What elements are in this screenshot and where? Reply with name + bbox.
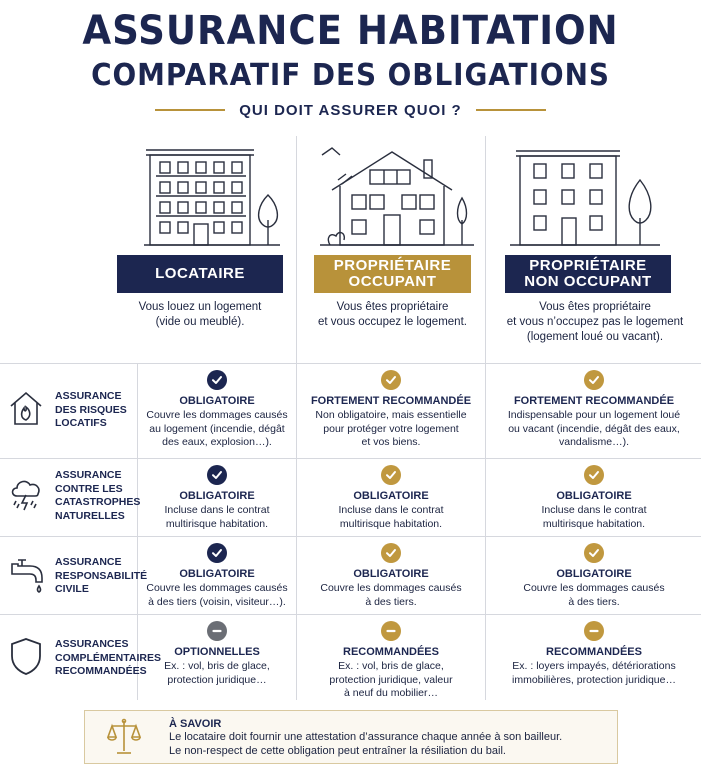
column-description: Vous êtes propriétaire et vous n’occupez pas le logement (logement loué ou vacant). bbox=[506, 301, 684, 343]
house-fire-icon bbox=[8, 388, 44, 428]
townhouse-icon bbox=[500, 140, 670, 250]
cell-description: Ex. : vol, bris de glace, protection juridique, valeur à neuf du mobilier… bbox=[329, 660, 453, 699]
apartment-building-icon bbox=[130, 140, 300, 250]
storm-cloud-icon bbox=[8, 474, 44, 514]
row-divider bbox=[0, 614, 701, 615]
column-description: Vous êtes propriétaire et vous occupez le logement. bbox=[318, 301, 467, 328]
column-title: OCCUPANT bbox=[348, 273, 437, 290]
column-divider bbox=[485, 136, 486, 700]
page-title: ASSURANCE HABITATION bbox=[82, 8, 619, 54]
row-label-complementaires: ASSURANCES COMPLÉMENTAIRES RECOMMANDÉES bbox=[55, 638, 161, 677]
column-description: Vous louez un logement (vide ou meublé). bbox=[138, 301, 262, 328]
cell-status: OBLIGATOIRE bbox=[353, 568, 429, 580]
column-header-proprietaire-occupant bbox=[314, 255, 471, 293]
check-circle-icon bbox=[584, 370, 604, 390]
comparison-cell bbox=[299, 543, 483, 609]
comparison-cell bbox=[140, 465, 294, 531]
cell-description: Couvre les dommages causés à des tiers. bbox=[523, 582, 665, 608]
row-divider bbox=[0, 363, 701, 364]
check-circle-icon bbox=[584, 543, 604, 563]
row-label-catastrophes-naturelles: ASSURANCE CONTRE LES CATASTROPHES NATURELLES bbox=[55, 469, 141, 522]
row-label-risques-locatifs: ASSURANCE DES RISQUES LOCATIFS bbox=[55, 390, 127, 429]
cell-status: RECOMMANDÉES bbox=[546, 646, 642, 658]
check-circle-icon bbox=[207, 543, 227, 563]
water-tap-icon bbox=[8, 554, 44, 594]
divider-left bbox=[155, 109, 225, 111]
comparison-cell bbox=[299, 621, 483, 701]
cell-description: Incluse dans le contrat multirisque habitation. bbox=[541, 504, 647, 530]
cell-description: Ex. : vol, bris de glace, protection juridique… bbox=[164, 660, 270, 686]
cell-description: Incluse dans le contrat multirisque habitation. bbox=[164, 504, 270, 530]
cell-status: OBLIGATOIRE bbox=[179, 490, 255, 502]
cell-description: Couvre les dommages causés à des tiers (voisin, visiteur…). bbox=[146, 582, 288, 608]
cell-status: FORTEMENT RECOMMANDÉE bbox=[513, 395, 675, 407]
check-circle-icon bbox=[381, 543, 401, 563]
column-title: NON OCCUPANT bbox=[524, 273, 652, 290]
check-circle-icon bbox=[584, 465, 604, 485]
column-title: PROPRIÉTAIRE bbox=[333, 257, 452, 274]
check-circle-icon bbox=[207, 465, 227, 485]
minus-circle-icon bbox=[381, 621, 401, 641]
comparison-cell bbox=[140, 370, 294, 450]
cell-description: Indispensable pour un logement loué ou vacant (incendie, dégât des eaux, vandalisme…). bbox=[507, 409, 681, 448]
column-header-locataire bbox=[117, 255, 283, 293]
row-label-responsabilite-civile: ASSURANCE RESPONSABILITÉ CIVILE bbox=[55, 556, 148, 595]
info-box bbox=[84, 710, 618, 764]
cell-status: OBLIGATOIRE bbox=[556, 490, 632, 502]
comparison-cell bbox=[488, 370, 700, 450]
cell-status: OBLIGATOIRE bbox=[353, 490, 429, 502]
cell-description: Couvre les dommages causés à des tiers. bbox=[320, 582, 462, 608]
cell-status: OBLIGATOIRE bbox=[179, 395, 255, 407]
house-icon bbox=[312, 140, 482, 250]
page-subtitle: COMPARATIF DES OBLIGATIONS bbox=[91, 58, 610, 93]
cell-description: Couvre les dommages causés au logement (incendie, dégât des eaux, explosion…). bbox=[146, 409, 288, 448]
comparison-cell bbox=[488, 621, 700, 687]
comparison-cell bbox=[488, 543, 700, 609]
comparison-cell bbox=[299, 370, 483, 450]
cell-status: OPTIONNELLES bbox=[174, 646, 260, 658]
cell-status: RECOMMANDÉES bbox=[343, 646, 439, 658]
justice-scale-icon bbox=[107, 717, 141, 757]
shield-icon bbox=[8, 636, 44, 676]
check-circle-icon bbox=[207, 370, 227, 390]
cell-description: Ex. : loyers impayés, détériorations immobilières, protection juridique… bbox=[512, 660, 676, 686]
cell-description: Incluse dans le contrat multirisque habitation. bbox=[338, 504, 444, 530]
divider-right bbox=[476, 109, 546, 111]
cell-status: OBLIGATOIRE bbox=[556, 568, 632, 580]
comparison-cell bbox=[299, 465, 483, 531]
column-header-proprietaire-non-occupant bbox=[505, 255, 671, 293]
subtitle-row bbox=[0, 98, 701, 122]
cell-description: Non obligatoire, mais essentielle pour protéger votre logement et vos biens. bbox=[315, 409, 467, 448]
section-question: QUI DOIT ASSURER QUOI ? bbox=[239, 101, 462, 119]
info-box-text: Le locataire doit fournir une attestation d’assurance chaque année à son bailleur. Le non-respect de cette obligation peut entraîner la résiliation du bail. bbox=[169, 731, 563, 757]
column-title: LOCATAIRE bbox=[155, 265, 245, 282]
check-circle-icon bbox=[381, 370, 401, 390]
minus-circle-icon bbox=[584, 621, 604, 641]
comparison-cell bbox=[488, 465, 700, 531]
minus-circle-icon bbox=[207, 621, 227, 641]
cell-status: FORTEMENT RECOMMANDÉE bbox=[310, 395, 472, 407]
comparison-cell bbox=[140, 621, 294, 687]
info-box-title: À SAVOIR bbox=[169, 718, 222, 730]
row-divider bbox=[0, 458, 701, 459]
column-title: PROPRIÉTAIRE bbox=[529, 257, 647, 274]
comparison-cell bbox=[140, 543, 294, 609]
check-circle-icon bbox=[381, 465, 401, 485]
row-divider bbox=[0, 536, 701, 537]
cell-status: OBLIGATOIRE bbox=[179, 568, 255, 580]
